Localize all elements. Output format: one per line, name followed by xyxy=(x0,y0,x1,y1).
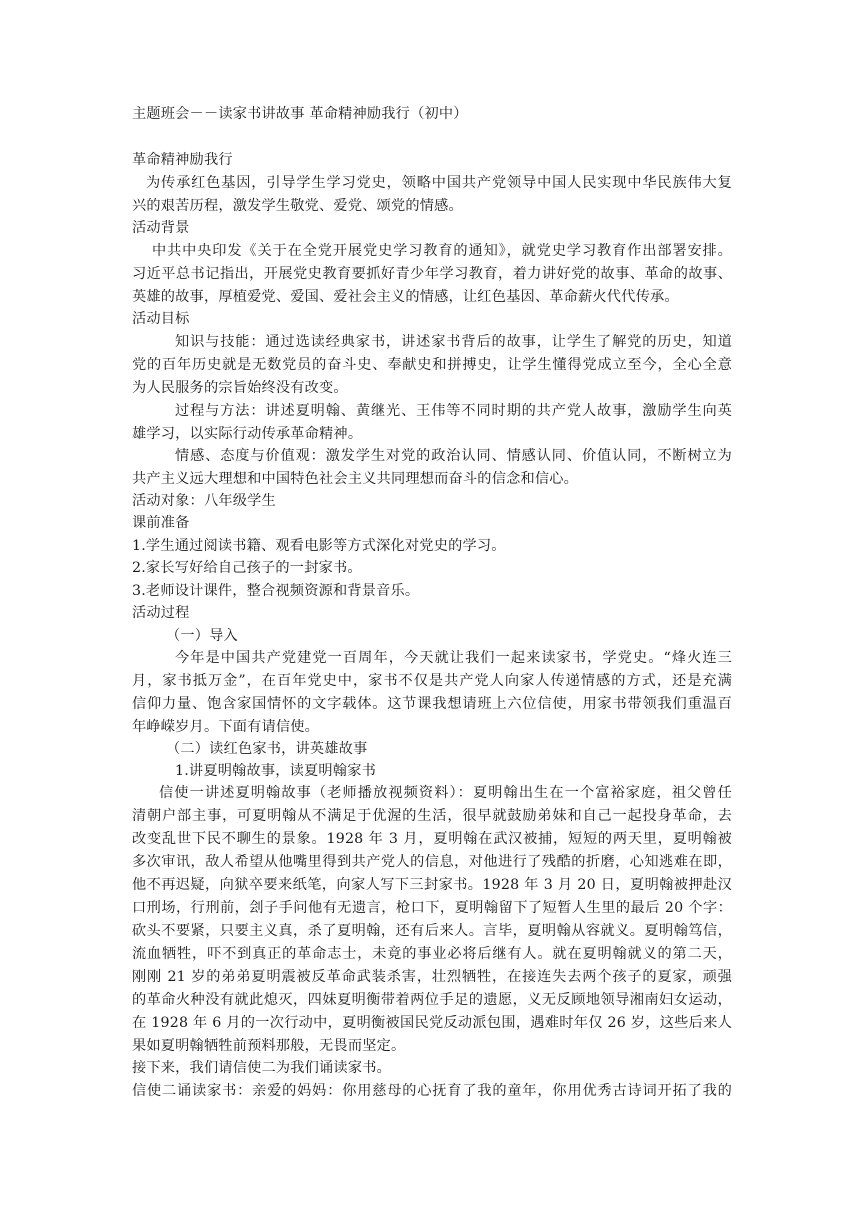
background-line: 习近平总书记指出，开展党史教育要抓好青少年学习教育，着力讲好党的故事、革命的故事、 xyxy=(132,266,732,282)
goal-line: 知识与技能：通过选读经典家书，讲述家书背后的故事，让学生了解党的历史，知道 xyxy=(175,334,732,350)
story-line: 在 1928 年 6 月的一次行动中，夏明衡被国民党反动派包围，遇难时年仅 26 岁，这些后来人 xyxy=(132,1015,732,1031)
story-line: 信使一讲述夏明翰故事（老师播放视频资料）：夏明翰出生在一个富裕家庭，祖父曾任 xyxy=(159,785,732,801)
intro-section-line: 月，家书抵万金”，在百年党史中，家书不仅是共产党人向家人传递情感的方式，还是充满 xyxy=(132,673,732,689)
letter-line: 信使二诵读家书：亲爱的妈妈：你用慈母的心抚育了我的童年，你用优秀古诗词开拓了我的 xyxy=(132,1083,732,1099)
goal-line: 情感、态度与价值观：激发学生对党的政治认同、情感认同、价值认同，不断树立为 xyxy=(175,448,732,464)
background-line: 中共中央印发《关于在全党开展党史学习教育的通知》，就党史学习教育作出部署安排。 xyxy=(152,243,732,259)
heading-process: 活动过程 xyxy=(132,605,190,621)
section-heading: （一）导入 xyxy=(166,628,238,644)
prep-item: 2.家长写好给自己孩子的一封家书。 xyxy=(132,560,362,576)
goal-line: 共产主义远大理想和中国特色社会主义共同理想而奋斗的信念和信心。 xyxy=(132,471,579,487)
goal-line: 雄学习，以实际行动传承革命精神。 xyxy=(132,426,363,442)
story-line: 多次审讯，敌人希望从他嘴里得到共产党人的信息，对他进行了残酷的折磨，心知逃难在即， xyxy=(132,854,732,870)
goal-line: 为人民服务的宗旨始终没有改变。 xyxy=(132,380,348,396)
document-title: 主题班会－－读家书讲故事 革命精神励我行（初中） xyxy=(132,106,468,122)
goal-line: 过程与方法：讲述夏明翰、黄继光、王伟等不同时期的共产党人故事，激励学生向英 xyxy=(175,403,732,419)
story-line: 果如夏明翰牺牲前预料那般，无畏而坚定。 xyxy=(132,1038,406,1054)
story-line: 他不再迟疑，向狱卒要来纸笔，向家人写下三封家书。1928 年 3 月 20 日，夏明翰被押赴汉 xyxy=(132,877,732,893)
intro-section-line: 年峥嵘岁月。下面有请信使。 xyxy=(132,719,320,735)
background-line: 英雄的故事，厚植爱党、爱国、爱社会主义的情感，让红色基因、革命薪火代代传承。 xyxy=(132,289,679,305)
section-heading: （二）读红色家书，讲英雄故事 xyxy=(166,741,368,757)
heading-preparation: 课前准备 xyxy=(132,515,190,531)
intro-line: 为传承红色基因，引导学生学习党史，领略中国共产党领导中国人民实现中华民族伟大复 xyxy=(146,175,732,191)
story-line: 口刑场，行刑前，刽子手问他有无遗言，枪口下，夏明翰留下了短暂人生里的最后 20 个字： xyxy=(132,900,732,916)
next-messenger: 接下来，我们请信使二为我们诵读家书。 xyxy=(132,1060,391,1076)
prep-item: 3.老师设计课件，整合视频资源和背景音乐。 xyxy=(132,583,420,599)
subsection-heading: 1.讲夏明翰故事，读夏明翰家书 xyxy=(175,763,376,779)
story-line: 改变乱世下民不聊生的景象。1928 年 3 月，夏明翰在武汉被捕，短短的两天里，夏明翰被 xyxy=(132,831,732,847)
story-line: 流血牺牲，吓不到真正的革命志士，未竟的事业必将后继有人。就在夏明翰就义的第二天， xyxy=(132,946,732,962)
intro-line: 兴的艰苦历程，激发学生敬党、爱党、颂党的情感。 xyxy=(132,198,463,214)
heading-revolutionary-spirit: 革命精神励我行 xyxy=(132,152,233,168)
intro-section-line: 今年是中国共产党建党一百周年，今天就让我们一起来读家书，学党史。“烽火连三 xyxy=(175,650,732,666)
story-line: 砍头不要紧，只要主义真，杀了夏明翰，还有后来人。言毕，夏明翰从容就义。夏明翰笃信， xyxy=(132,923,732,939)
goal-line: 党的百年历史就是无数党员的奋斗史、奉献史和拼搏史，让学生懂得党成立至今，全心全意 xyxy=(132,357,732,373)
story-line: 的革命火种没有就此熄灭，四妹夏明衡带着两位手足的遗愿，义无反顾地领导湘南妇女运动， xyxy=(132,992,732,1008)
story-line: 清朝户部主事，可夏明翰从不满足于优渥的生活，很早就鼓励弟妹和自己一起投身革命，去 xyxy=(132,808,732,824)
story-line: 刚刚 21 岁的弟弟夏明震被反革命武装杀害，壮烈牺牲，在接连失去两个孩子的夏家，顽强 xyxy=(132,969,732,985)
activity-target: 活动对象：八年级学生 xyxy=(132,493,276,509)
prep-item: 1.学生通过阅读书籍、观看电影等方式深化对党史的学习。 xyxy=(132,538,506,554)
heading-goals: 活动目标 xyxy=(132,311,190,327)
intro-section-line: 信仰力量、饱含家国情怀的文字载体。这节课我想请班上六位信使，用家书带领我们重温百 xyxy=(132,696,732,712)
heading-background: 活动背景 xyxy=(132,220,190,236)
